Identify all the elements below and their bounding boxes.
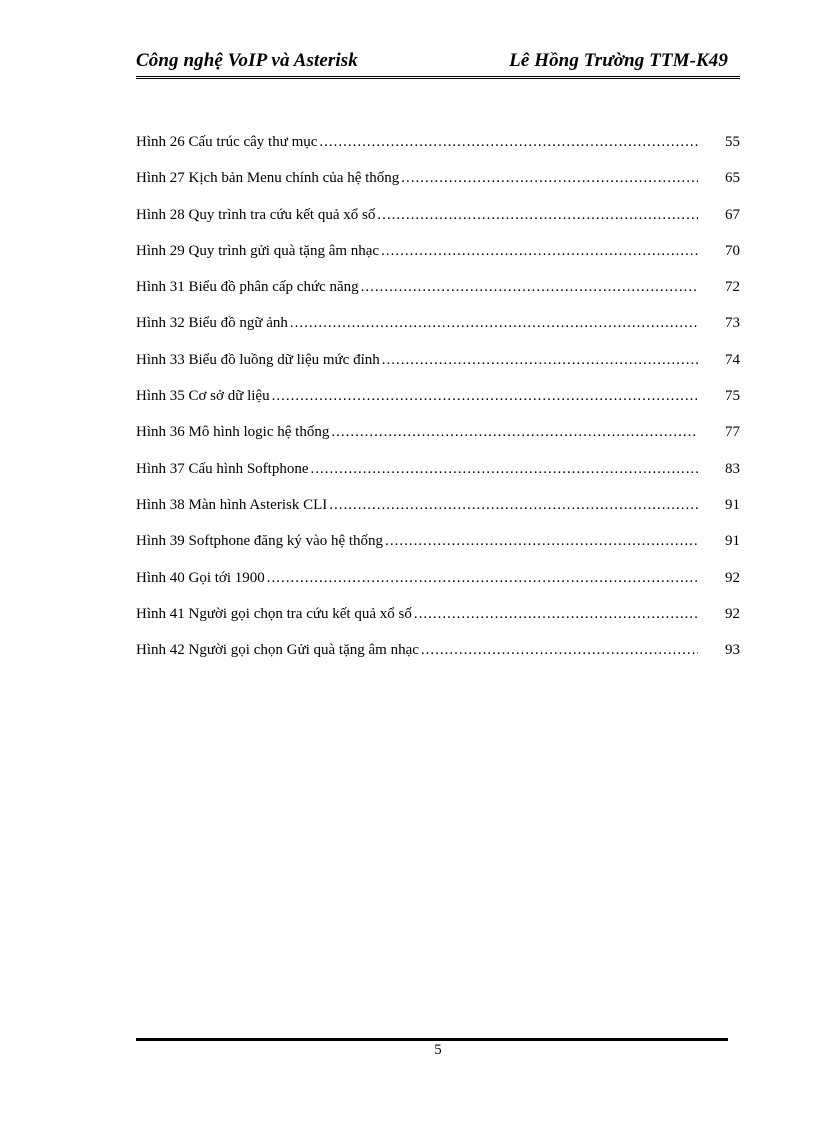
- toc-entry: [136, 197, 740, 233]
- table-of-figures: [136, 124, 740, 668]
- toc-entry: [136, 305, 740, 341]
- header-document-title: Công nghệ VoIP và Asterisk: [136, 50, 358, 71]
- toc-entry-title: Hình 26 Cấu trúc cây thư mục: [136, 134, 318, 150]
- toc-entry-page: 92: [725, 605, 740, 622]
- toc-entry: [136, 596, 740, 632]
- toc-entry-title: Hình 36 Mô hình logic hệ thống: [136, 424, 330, 441]
- toc-entry-page: 73: [725, 315, 740, 332]
- toc-entry-title: Hình 40 Gọi tới 1900: [136, 569, 265, 586]
- toc-entry-title: Hình 41 Người gọi chọn tra cứu kết quả xổ số: [136, 605, 412, 622]
- toc-entry: [136, 523, 740, 559]
- toc-entry-page: 83: [725, 460, 740, 477]
- toc-dot-leader: [331, 414, 698, 450]
- toc-entry-page: 74: [725, 351, 740, 368]
- toc-entry-page: 70: [725, 242, 740, 259]
- page-number: 5: [434, 1042, 442, 1058]
- toc-entry-title: Hình 27 Kịch bản Menu chính của hệ thống: [136, 170, 400, 187]
- toc-dot-leader: [381, 233, 698, 269]
- toc-entry-page: 92: [725, 569, 740, 586]
- toc-entry: [136, 342, 740, 378]
- toc-entry-page: 72: [725, 279, 740, 296]
- toc-entry-title: Hình 31 Biểu đồ phân cấp chức năng: [136, 279, 359, 296]
- toc-entry-title: Hình 42 Người gọi chọn Gửi quà tặng âm nhạc: [136, 642, 419, 659]
- toc-dot-leader: [267, 560, 698, 596]
- toc-entry: [136, 160, 740, 196]
- page-header: [136, 48, 740, 76]
- toc-entry-page: 67: [725, 206, 740, 223]
- toc-dot-leader: [414, 596, 698, 632]
- toc-entry-page: 65: [725, 170, 740, 187]
- toc-entry-title: Hình 38 Màn hình Asterisk CLI: [136, 496, 328, 513]
- toc-dot-leader: [385, 523, 698, 559]
- toc-entry-page: 77: [725, 424, 740, 441]
- toc-entry-page: 75: [725, 388, 740, 405]
- toc-entry-title: Hình 37 Cấu hình Softphone: [136, 460, 309, 477]
- toc-dot-leader: [421, 632, 698, 668]
- toc-dot-leader: [377, 197, 698, 233]
- toc-entry: [136, 269, 740, 305]
- header-author: Lê Hồng Trường TTM-K49: [509, 50, 728, 71]
- toc-entry-title: Hình 39 Softphone đăng ký vào hệ thống: [136, 533, 384, 550]
- toc-entry-title: Hình 32 Biểu đồ ngữ ảnh: [136, 315, 288, 332]
- toc-entry: [136, 378, 740, 414]
- toc-entry-title: Hình 33 Biểu đồ luồng dữ liệu mức đỉnh: [136, 351, 380, 368]
- toc-entry-title: Hình 28 Quy trình tra cứu kết quả xổ số: [136, 206, 376, 223]
- toc-entry: [136, 487, 740, 523]
- toc-entry-page: 93: [725, 642, 740, 659]
- toc-dot-leader: [382, 342, 698, 378]
- toc-dot-leader: [361, 269, 698, 305]
- toc-dot-leader: [272, 378, 698, 414]
- toc-dot-leader: [290, 305, 698, 341]
- toc-entry-page: 91: [725, 496, 740, 513]
- toc-entry-page: 55: [725, 134, 740, 150]
- toc-entry: [136, 560, 740, 596]
- toc-entry: [136, 632, 740, 668]
- toc-dot-leader: [311, 451, 699, 487]
- toc-dot-leader: [329, 487, 698, 523]
- toc-entry: [136, 233, 740, 269]
- footer-rule: [136, 1038, 728, 1041]
- header-rule: [136, 76, 740, 79]
- toc-dot-leader: [319, 124, 698, 160]
- toc-entry-page: 91: [725, 533, 740, 550]
- toc-dot-leader: [401, 160, 698, 196]
- toc-entry: [136, 124, 740, 160]
- toc-entry: [136, 414, 740, 450]
- toc-entry-title: Hình 29 Quy trình gửi quà tặng âm nhạc: [136, 242, 380, 259]
- toc-entry: [136, 451, 740, 487]
- toc-entry-title: Hình 35 Cơ sở dữ liệu: [136, 388, 270, 405]
